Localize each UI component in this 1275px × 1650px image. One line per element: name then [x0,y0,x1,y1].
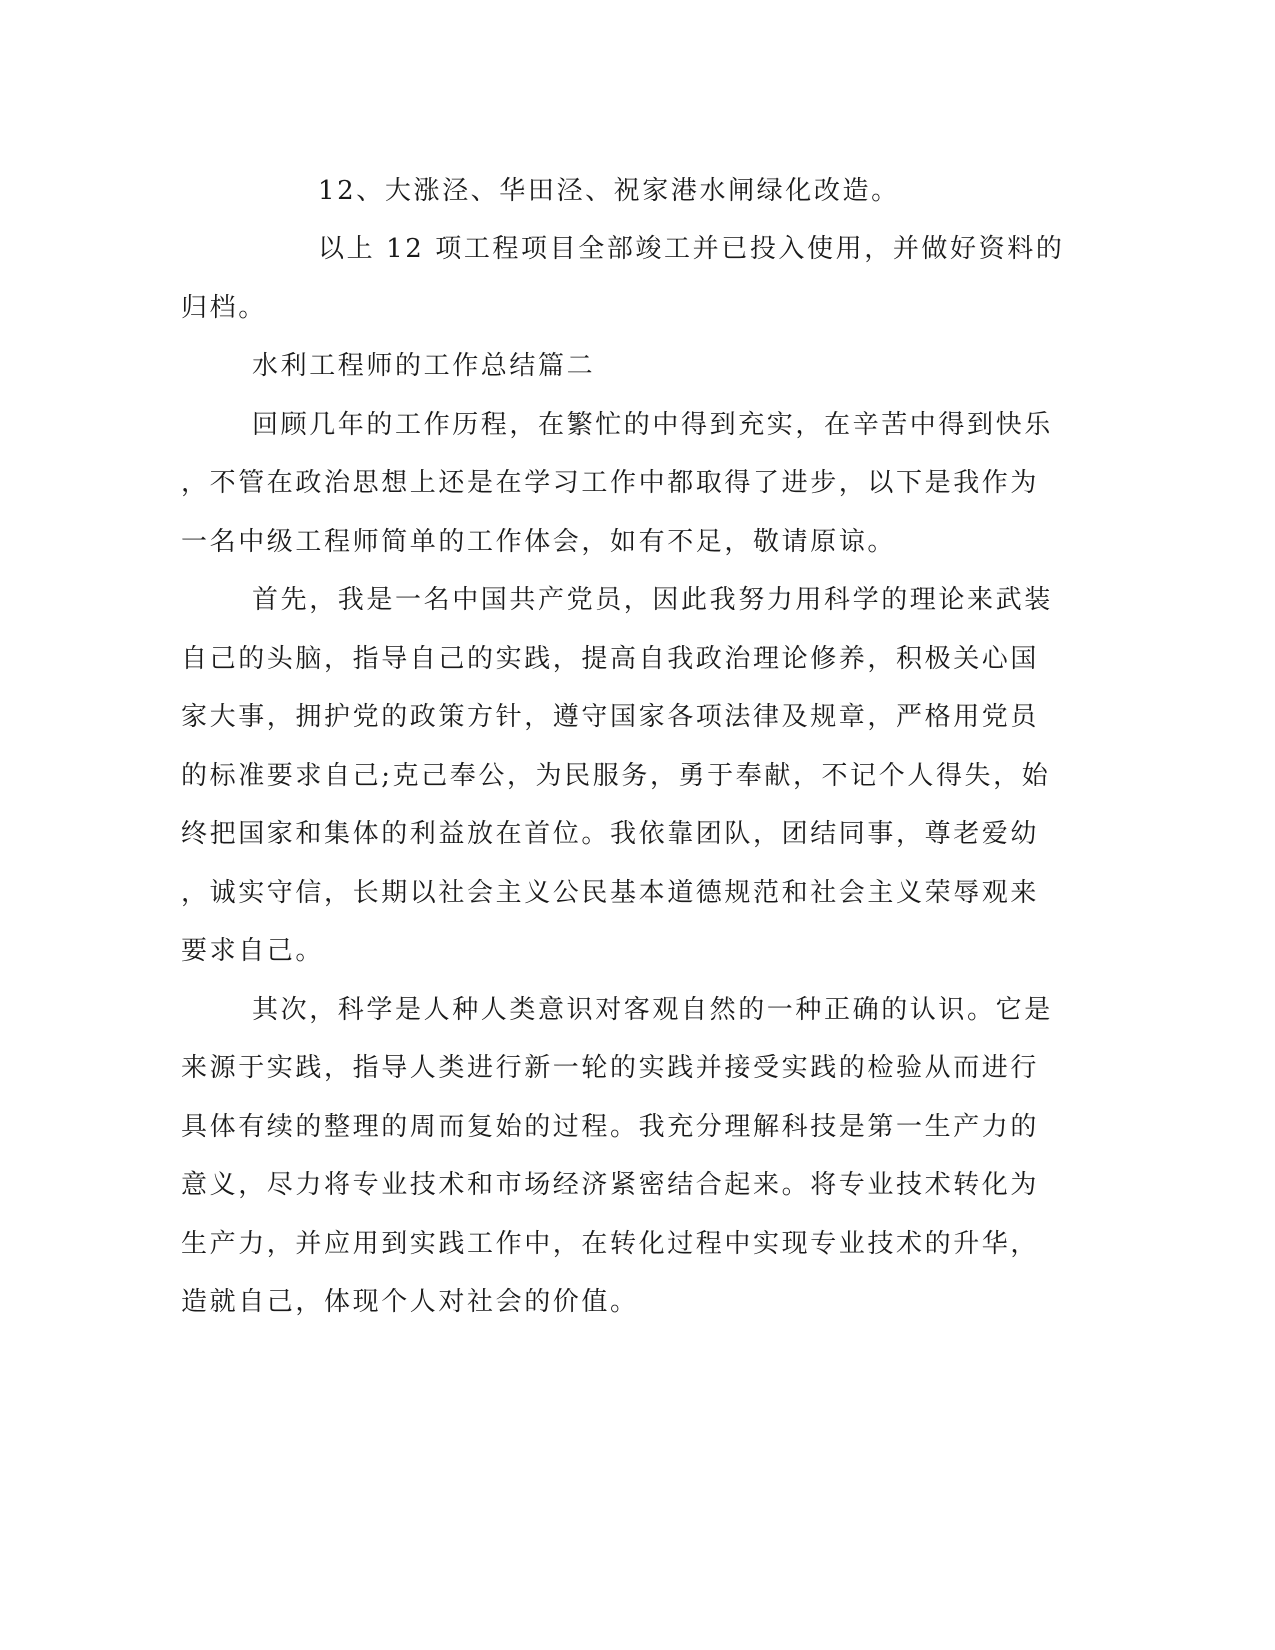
text-line: 终把国家和集体的利益放在首位。我依靠团队，团结同事，尊老爱幼 [181,819,1040,849]
text-line-completion-summary: 以上 12 项工程项目全部竣工并已投入使用，并做好资料的 [318,234,1065,264]
text-line: 生产力，并应用到实践工作中，在转化过程中实现专业技术的升华， [181,1229,1040,1259]
text-line: 具体有续的整理的周而复始的过程。我充分理解科技是第一生产力的 [181,1112,1040,1142]
text-line-project-12: 12、大涨泾、华田泾、祝家港水闸绿化改造。 [318,176,900,206]
text-line: 意义，尽力将专业技术和市场经济紧密结合起来。将专业技术转化为 [181,1170,1040,1200]
text-line: 的标准要求自己;克己奉公，为民服务，勇于奉献，不记个人得失，始 [181,761,1051,791]
text-line: 来源于实践，指导人类进行新一轮的实践并接受实践的检验从而进行 [181,1053,1040,1083]
text-line: 一名中级工程师简单的工作体会，如有不足，敬请原谅。 [181,527,897,557]
text-line: 首先，我是一名中国共产党员，因此我努力用科学的理论来武装 [252,585,1053,615]
text-line: 要求自己。 [181,936,325,966]
text-line: ，诚实守信，长期以社会主义公民基本道德规范和社会主义荣辱观来 [181,878,1040,908]
text-line: 造就自己，体现个人对社会的价值。 [181,1287,639,1317]
text-line: 家大事，拥护党的政策方针，遵守国家各项法律及规章，严格用党员 [181,702,1040,732]
text-line: 回顾几年的工作历程，在繁忙的中得到充实，在辛苦中得到快乐 [252,410,1053,440]
section-heading: 水利工程师的工作总结篇二 [252,351,596,381]
text-line: 其次，科学是人种人类意识对客观自然的一种正确的认识。它是 [252,995,1053,1025]
text-line: ，不管在政治思想上还是在学习工作中都取得了进步，以下是我作为 [181,468,1040,498]
text-line: 自己的头脑，指导自己的实践，提高自我政治理论修养，积极关心国 [181,644,1040,674]
text-line: 归档。 [181,293,267,323]
